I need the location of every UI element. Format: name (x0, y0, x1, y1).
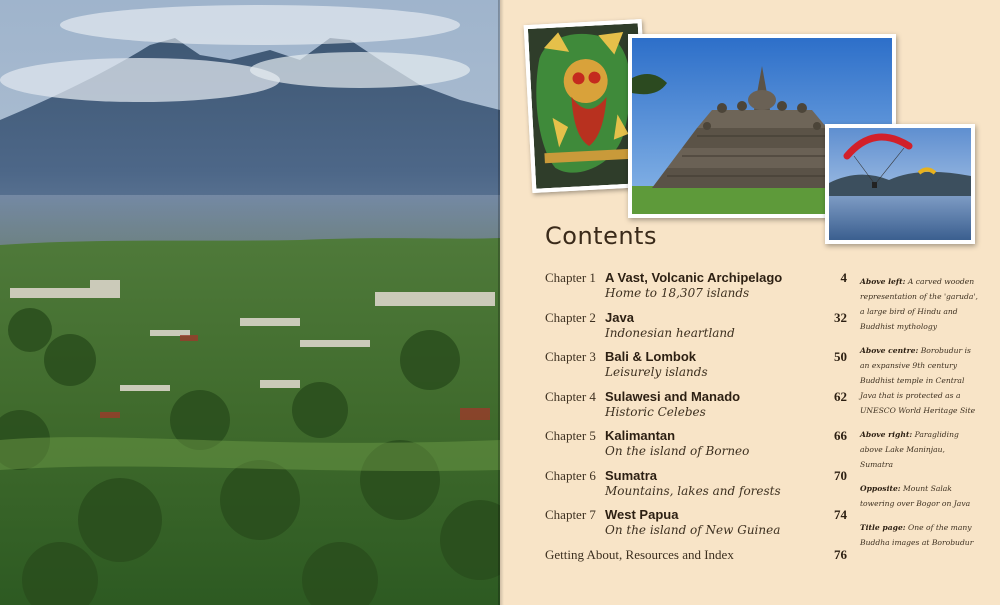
chapter-subtitle: Indonesian heartland (605, 325, 735, 340)
page-number: 32 (834, 309, 847, 325)
toc-entry-chapter-7[interactable] (545, 507, 850, 547)
caption-text: Mount Salak towering over Bogor on Java (860, 484, 971, 508)
chapter-subtitle: Mountains, lakes and forests (605, 483, 781, 498)
toc-entry-chapter-5[interactable] (545, 428, 850, 468)
chapter-title: Sulawesi and Manado (605, 388, 741, 404)
toc-entry-chapter-6[interactable] (545, 468, 850, 508)
toc-entry-chapter-1[interactable] (545, 270, 850, 310)
caption-lead: Opposite: (860, 484, 901, 493)
page-number: 76 (834, 546, 847, 562)
toc-entry-resources[interactable] (545, 547, 850, 587)
chapter-subtitle: On the island of New Guinea (605, 523, 781, 537)
chapter-label: Chapter 6 (545, 467, 596, 483)
caption-title-page (860, 520, 980, 550)
toc-entry-chapter-4[interactable] (545, 389, 850, 429)
caption-text: Borobudur is an expansive 9th century Buddhist temple in Central Java that is protected as a UNESCO World Heritage Site (860, 346, 976, 415)
chapter-label: Chapter 3 (545, 349, 596, 364)
page-number: 4 (840, 270, 847, 285)
photo-captions (860, 274, 980, 559)
chapter-subtitle: Home to 18,307 islands (605, 286, 750, 300)
chapter-title: Sumatra (605, 467, 658, 483)
final-entry-title: Getting About, Resources and Index (545, 546, 734, 562)
page-number: 50 (834, 349, 847, 364)
page-number: 62 (834, 388, 847, 404)
caption-lead: Above centre: (860, 346, 919, 355)
caption-lead: Above left: (860, 277, 906, 286)
chapter-label: Chapter 4 (545, 388, 596, 404)
toc-entry-chapter-3[interactable] (545, 349, 850, 389)
page-number: 70 (834, 467, 847, 483)
chapter-subtitle: On the island of Borneo (605, 444, 750, 458)
table-of-contents (545, 270, 850, 586)
caption-above-left (860, 274, 980, 334)
chapter-subtitle: Leisurely islands (605, 365, 708, 379)
chapter-title: Kalimantan (605, 428, 676, 443)
chapter-title: Bali & Lombok (605, 349, 697, 364)
caption-above-right (860, 427, 980, 472)
chapter-label: Chapter 1 (545, 270, 596, 285)
caption-text: Paragliding above Lake Maninjau, Sumatra (860, 430, 959, 469)
page-title: Contents (545, 222, 657, 250)
chapter-label: Chapter 7 (545, 507, 596, 522)
caption-opposite (860, 481, 980, 511)
chapter-subtitle: Historic Celebes (605, 404, 706, 419)
caption-lead: Title page: (860, 523, 906, 532)
paragliding-lake-photo (825, 124, 975, 244)
chapter-title: West Papua (605, 507, 679, 522)
caption-text: One of the many Buddha images at Borobudur (860, 523, 974, 547)
chapter-title: A Vast, Volcanic Archipelago (605, 270, 783, 285)
book-spine-shadow (498, 0, 504, 605)
chapter-label: Chapter 5 (545, 428, 596, 443)
caption-lead: Above right: (860, 430, 913, 439)
chapter-label: Chapter 2 (545, 309, 596, 325)
chapter-title: Java (605, 309, 634, 325)
contents-page (500, 0, 1000, 605)
caption-text: A carved wooden representation of the 'garuda', a large bird of Hindu and Buddhist mythology (860, 277, 978, 331)
toc-entry-chapter-2[interactable] (545, 310, 850, 350)
page-number: 66 (834, 428, 847, 443)
page-number: 74 (834, 507, 847, 522)
caption-above-centre (860, 343, 980, 418)
